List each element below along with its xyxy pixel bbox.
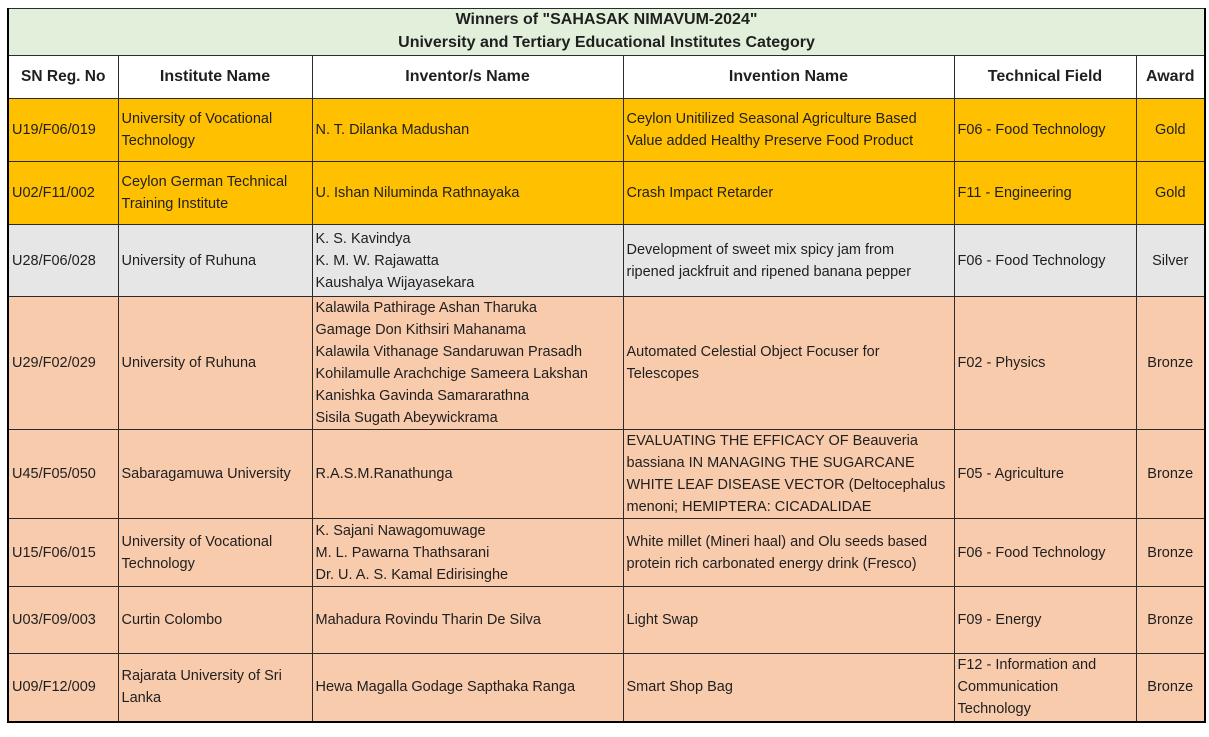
cell-technical-field [954, 99, 1136, 162]
cell-reg-no: U19/F06/019 [8, 99, 118, 162]
cell-institute [118, 297, 312, 430]
cell-institute [118, 430, 312, 519]
cell-inventors-line: U. Ishan Niluminda Rathnayaka [315, 185, 520, 201]
cell-invention-line: Crash Impact Retarder [626, 185, 774, 201]
title-line-2: University and Tertiary Educational Institutes Category [398, 34, 815, 51]
cell-institute [118, 587, 312, 654]
cell-reg-no: U09/F12/009 [8, 654, 118, 722]
cell-inventors-line: Dr. U. A. S. Kamal Edirisinghe [315, 566, 509, 583]
table-row [8, 297, 1205, 430]
cell-institute-line: University of Vocational [121, 111, 273, 127]
table-row [8, 225, 1205, 297]
cell-technical-field [954, 162, 1136, 225]
cell-inventors-line: K. M. W. Rajawatta [315, 252, 439, 269]
cell-technical-field [954, 519, 1136, 587]
cell-invention [623, 99, 954, 162]
cell-institute-line: Sabaragamuwa University [121, 466, 291, 482]
cell-reg-no: U28/F06/028 [8, 225, 118, 297]
cell-technical-field-line: F11 - Engineering [957, 185, 1072, 201]
cell-award: Bronze [1136, 519, 1205, 587]
cell-technical-field-line: F09 - Energy [957, 612, 1042, 628]
cell-technical-field-line: F02 - Physics [957, 355, 1046, 371]
cell-institute [118, 99, 312, 162]
cell-institute-line: Lanka [121, 690, 162, 707]
column-header-field: Technical Field [954, 56, 1136, 99]
cell-technical-field-line: F05 - Agriculture [957, 466, 1064, 482]
cell-invention [623, 654, 954, 722]
cell-invention-line: menoni; HEMIPTERA: CICADALIDAE [626, 499, 872, 515]
cell-institute-line: Training Institute [121, 196, 229, 212]
cell-invention-line: Smart Shop Bag [626, 679, 733, 696]
cell-invention-line: White millet (Mineri haal) and Olu seeds based [626, 533, 928, 550]
table-row [8, 587, 1205, 654]
cell-inventors-line: Hewa Magalla Godage Sapthaka Ranga [315, 679, 576, 696]
winners-table [7, 8, 1206, 723]
cell-inventors-line: Mahadura Rovindu Tharin De Silva [315, 612, 541, 628]
cell-reg-no: U02/F11/002 [8, 162, 118, 225]
cell-institute-line: University of Ruhuna [121, 252, 257, 269]
cell-reg-no: U15/F06/015 [8, 519, 118, 587]
cell-institute [118, 162, 312, 225]
table-row [8, 519, 1205, 587]
cell-inventors-line: Kalawila Pathirage Ashan Tharuka [315, 300, 537, 316]
cell-institute-line: Curtin Colombo [121, 612, 223, 628]
cell-inventors [312, 519, 623, 587]
cell-invention-line: protein rich carbonated energy drink (Fresco) [626, 555, 917, 572]
cell-institute-line: Ceylon German Technical [121, 174, 288, 190]
cell-award: Bronze [1136, 587, 1205, 654]
cell-inventors [312, 297, 623, 430]
table-row [8, 654, 1205, 722]
header-row [8, 56, 1205, 99]
title-line-1: Winners of "SAHASAK NIMAVUM-2024" [455, 11, 758, 28]
cell-invention [623, 162, 954, 225]
cell-invention-line: Development of sweet mix spicy jam from [626, 241, 895, 258]
cell-invention-line: EVALUATING THE EFFICACY OF Beauveria [626, 433, 918, 449]
cell-invention-line: Ceylon Unitilized Seasonal Agriculture Based [626, 111, 917, 127]
cell-inventors-line: M. L. Pawarna Thathsarani [315, 544, 490, 561]
cell-reg-no: U45/F05/050 [8, 430, 118, 519]
cell-inventors-line: R.A.S.M.Ranathunga [315, 466, 453, 482]
cell-inventors-line: N. T. Dilanka Madushan [315, 122, 470, 138]
table-title [8, 9, 1205, 56]
column-header-reg-no: SN Reg. No [8, 56, 118, 99]
cell-inventors [312, 162, 623, 225]
cell-technical-field [954, 430, 1136, 519]
cell-award: Bronze [1136, 297, 1205, 430]
column-header-award: Award [1136, 56, 1205, 99]
cell-technical-field-line: Communication [957, 679, 1059, 696]
cell-technical-field [954, 297, 1136, 430]
cell-invention-line: Value added Healthy Preserve Food Product [626, 133, 914, 149]
column-header-inventors: Inventor/s Name [312, 56, 623, 99]
cell-technical-field [954, 587, 1136, 654]
table-row [8, 162, 1205, 225]
cell-invention-line: Light Swap [626, 612, 699, 628]
cell-award: Bronze [1136, 430, 1205, 519]
cell-invention [623, 297, 954, 430]
cell-invention-line: ripened jackfruit and ripened banana pepper [626, 263, 912, 280]
cell-inventors-line: Gamage Don Kithsiri Mahanama [315, 322, 526, 338]
cell-invention [623, 519, 954, 587]
cell-inventors [312, 225, 623, 297]
cell-technical-field-line: Technology [957, 701, 1031, 718]
cell-invention [623, 225, 954, 297]
column-header-institute: Institute Name [118, 56, 312, 99]
cell-inventors-line: Kohilamulle Arachchige Sameera Lakshan [315, 366, 588, 382]
cell-inventors-line: K. S. Kavindya [315, 230, 411, 247]
table-row [8, 99, 1205, 162]
cell-invention [623, 587, 954, 654]
cell-institute-line: Technology [121, 555, 195, 572]
cell-institute-line: Rajarata University of Sri [121, 668, 282, 685]
cell-institute-line: University of Ruhuna [121, 355, 257, 371]
cell-inventors [312, 430, 623, 519]
cell-invention-line: WHITE LEAF DISEASE VECTOR (Deltocephalus [626, 477, 946, 493]
cell-invention [623, 430, 954, 519]
cell-institute [118, 225, 312, 297]
cell-institute [118, 519, 312, 587]
cell-technical-field-line: F06 - Food Technology [957, 252, 1106, 269]
title-row [8, 9, 1205, 56]
cell-inventors-line: Kaushalya Wijayasekara [315, 274, 475, 291]
cell-inventors [312, 99, 623, 162]
cell-invention-line: Telescopes [626, 366, 700, 382]
cell-award: Silver [1136, 225, 1205, 297]
cell-reg-no: U03/F09/003 [8, 587, 118, 654]
cell-invention-line: bassiana IN MANAGING THE SUGARCANE [626, 455, 915, 471]
cell-institute-line: University of Vocational [121, 533, 273, 550]
cell-technical-field [954, 225, 1136, 297]
cell-invention-line: Automated Celestial Object Focuser for [626, 344, 880, 360]
cell-award: Bronze [1136, 654, 1205, 722]
cell-inventors-line: K. Sajani Nawagomuwage [315, 522, 486, 539]
cell-technical-field-line: F12 - Information and [957, 657, 1097, 674]
cell-inventors [312, 587, 623, 654]
table-row [8, 430, 1205, 519]
cell-technical-field-line: F06 - Food Technology [957, 122, 1106, 138]
cell-institute-line: Technology [121, 133, 195, 149]
cell-reg-no: U29/F02/029 [8, 297, 118, 430]
cell-inventors-line: Sisila Sugath Abeywickrama [315, 410, 498, 426]
cell-inventors-line: Kalawila Vithanage Sandaruwan Prasadh [315, 344, 583, 360]
cell-award: Gold [1136, 162, 1205, 225]
cell-institute [118, 654, 312, 722]
column-header-invention: Invention Name [623, 56, 954, 99]
cell-award: Gold [1136, 99, 1205, 162]
cell-technical-field-line: F06 - Food Technology [957, 544, 1106, 561]
cell-technical-field [954, 654, 1136, 722]
cell-inventors-line: Kanishka Gavinda Samararathna [315, 388, 530, 404]
cell-inventors [312, 654, 623, 722]
